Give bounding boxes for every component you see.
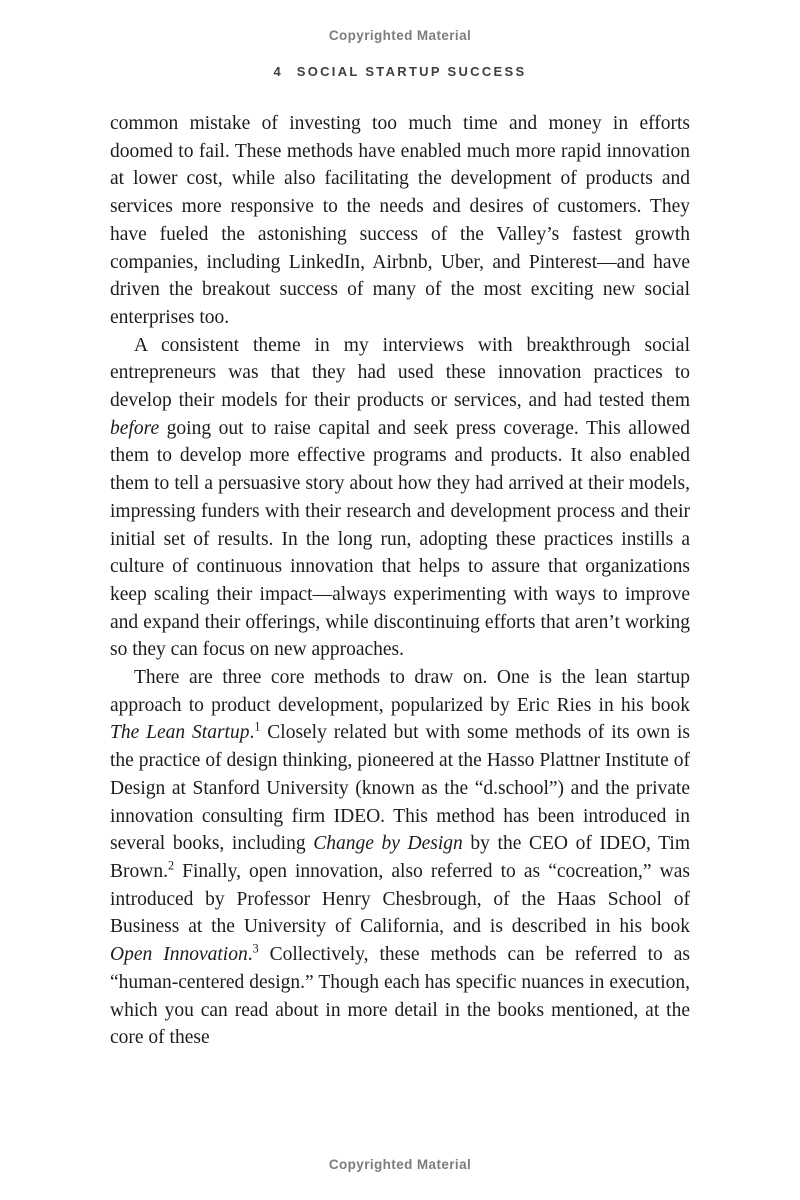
text-run: going out to raise capital and seek press coverage. This allowed them to develop more effective programs and products. It also enabled them to tell a persuasive story about how they had arrived at their models, impressing funders with their research and development process and their initial set of results. In the long run, adopting these practices instills a culture of continuous innovation that helps to assure that organizations keep scaling their impact—always experimenting with ways to improve and expand their offerings, while discontinuing efforts that aren’t working so they can focus on new approaches. (110, 417, 690, 661)
running-head-title: SOCIAL STARTUP SUCCESS (296, 64, 527, 79)
text-run: A consistent theme in my interviews with breakthrough social entrepreneurs was that they had used these innovation practices to develop their models for their products or services, and had tested them (110, 334, 690, 412)
italic-text: before (110, 417, 160, 439)
text-run: Closely related but with some methods of its own is the practice of design thinking, pioneered at the Hasso Plattner Institute of Design at Stanford University (known as the “d.school”) and the private innovation consulting firm IDEO. This method has been introduced in several books, including (110, 722, 690, 855)
text-run: Collectively, these methods can be referred to as “human-centered design.” Though each has specific nuances in execution, which you can read about in more detail in the books mentioned, at the core of these (110, 944, 690, 1049)
copyright-header: Copyrighted Material (328, 28, 472, 43)
copyright-footer: Copyrighted Material (328, 1157, 472, 1172)
footnote-marker: 3 (252, 941, 259, 956)
text-run: There are three core methods to draw on. One is the lean startup approach to product development, popularized by Eric Ries in his book (110, 667, 690, 716)
italic-text: Open Innovation (110, 944, 248, 966)
paragraph (110, 332, 690, 664)
footnote-marker: 1 (254, 719, 261, 734)
page-number: 4 (273, 64, 281, 79)
italic-text: Change by Design (313, 833, 463, 855)
text-run: common mistake of investing too much time and money in efforts doomed to fail. These methods have enabled much more rapid innovation at lower cost, while also facilitating the development of products and services more responsive to the needs and desires of customers. They have fueled the astonishing success of the Valley’s fastest growth companies, including LinkedIn, Airbnb, Uber, and Pinterest—and have driven the breakout success of many of the most exciting new social enterprises too. (110, 113, 690, 328)
text-run: . (247, 944, 253, 966)
text-run: by the CEO of IDEO, Tim Brown. (110, 833, 690, 882)
paragraph (110, 110, 690, 332)
paragraph (110, 664, 690, 1052)
body-text (110, 110, 690, 1052)
running-head (0, 64, 800, 79)
text-run: Finally, open innovation, also referred to as “cocreation,” was introduced by Professor Henry Chesbrough, of the Haas School of Business at the University of California, and is described in his book (110, 860, 690, 938)
text-run: . (249, 722, 255, 744)
footnote-marker: 2 (167, 858, 175, 873)
italic-text: The Lean Startup (110, 722, 250, 744)
